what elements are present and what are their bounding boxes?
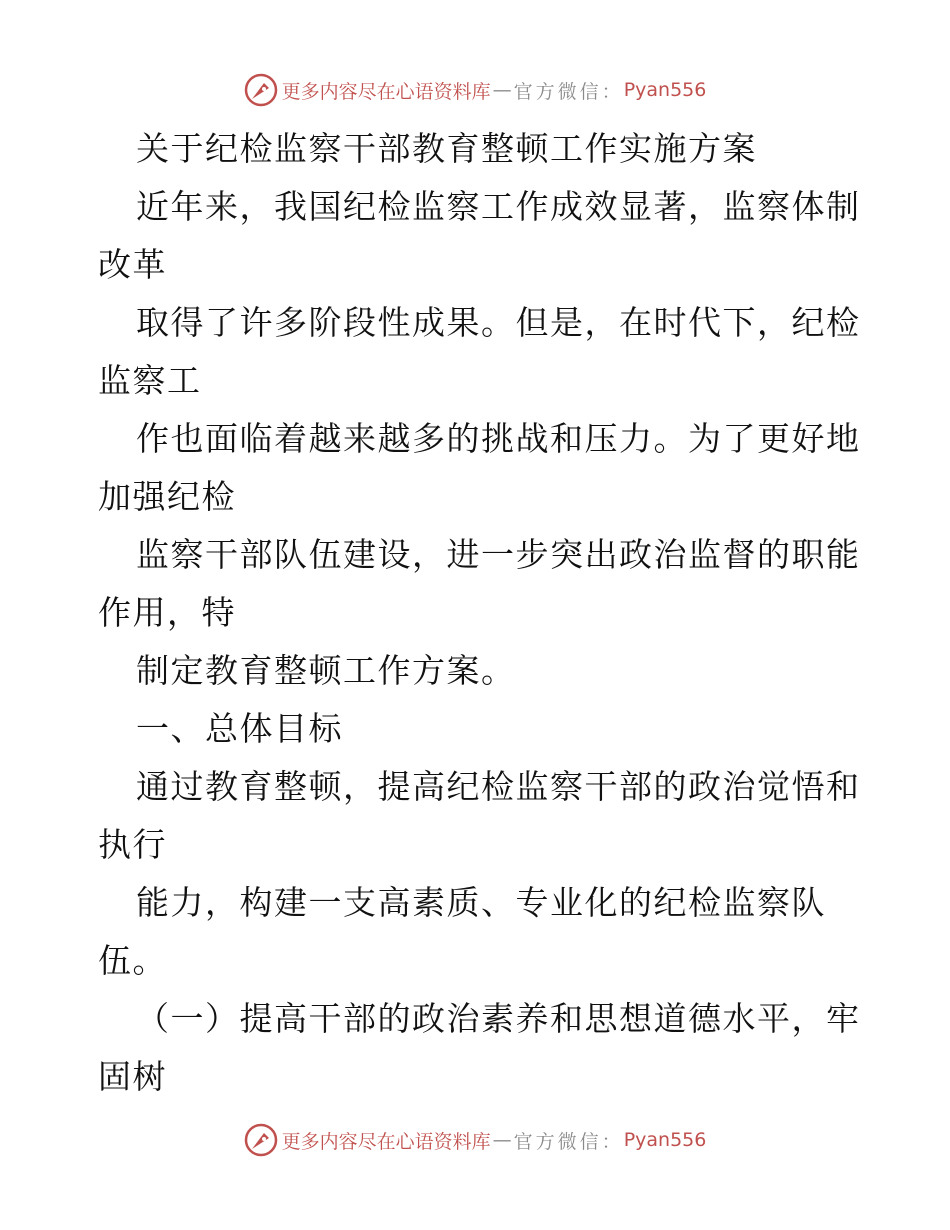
- document-body: [98, 120, 861, 1106]
- watermark-brand: 更多内容尽在心语资料库: [281, 80, 491, 103]
- document-line: 关于纪检监察干部教育整顿工作实施方案: [136, 129, 757, 168]
- document-line: 一、总体目标: [136, 709, 343, 748]
- header-watermark: [0, 70, 950, 110]
- document-line: 执行: [98, 825, 167, 864]
- document-line: 改革: [98, 245, 167, 284]
- watermark-wechat-label: 官方微信：: [513, 80, 624, 103]
- document-line: 固树: [98, 1057, 167, 1096]
- document-line: 制定教育整顿工作方案。: [136, 651, 516, 690]
- document-line: （一）提高干部的政治素养和思想道德水平，牢: [136, 999, 861, 1038]
- document-line: 通过教育整顿，提高纪检监察干部的政治觉悟和: [136, 767, 861, 806]
- watermark-wechat-label: 官方微信：: [513, 1130, 624, 1153]
- document-line: 取得了许多阶段性成果。但是，在时代下，纪检: [136, 303, 861, 342]
- document-line: 监察工: [98, 361, 202, 400]
- watermark-separator: —: [492, 79, 512, 101]
- document-line: 作也面临着越来越多的挑战和压力。为了更好地: [136, 419, 861, 458]
- document-line: 伍。: [98, 941, 167, 980]
- document-line: 监察干部队伍建设，进一步突出政治监督的职能: [136, 535, 861, 574]
- document-line: 作用，特: [98, 593, 236, 632]
- watermark-brand: 更多内容尽在心语资料库: [281, 1130, 491, 1153]
- pen-nib-logo-icon: [244, 73, 278, 107]
- watermark-wechat-id: Pyan556: [623, 1129, 707, 1151]
- document-line: 加强纪检: [98, 477, 236, 516]
- watermark-separator: —: [492, 1129, 512, 1151]
- pen-nib-logo-icon: [244, 1123, 278, 1157]
- document-line: 近年来，我国纪检监察工作成效显著，监察体制: [136, 187, 861, 226]
- footer-watermark: [0, 1120, 950, 1160]
- document-line: 能力，构建一支高素质、专业化的纪检监察队: [136, 883, 826, 922]
- watermark-wechat-id: Pyan556: [623, 79, 707, 101]
